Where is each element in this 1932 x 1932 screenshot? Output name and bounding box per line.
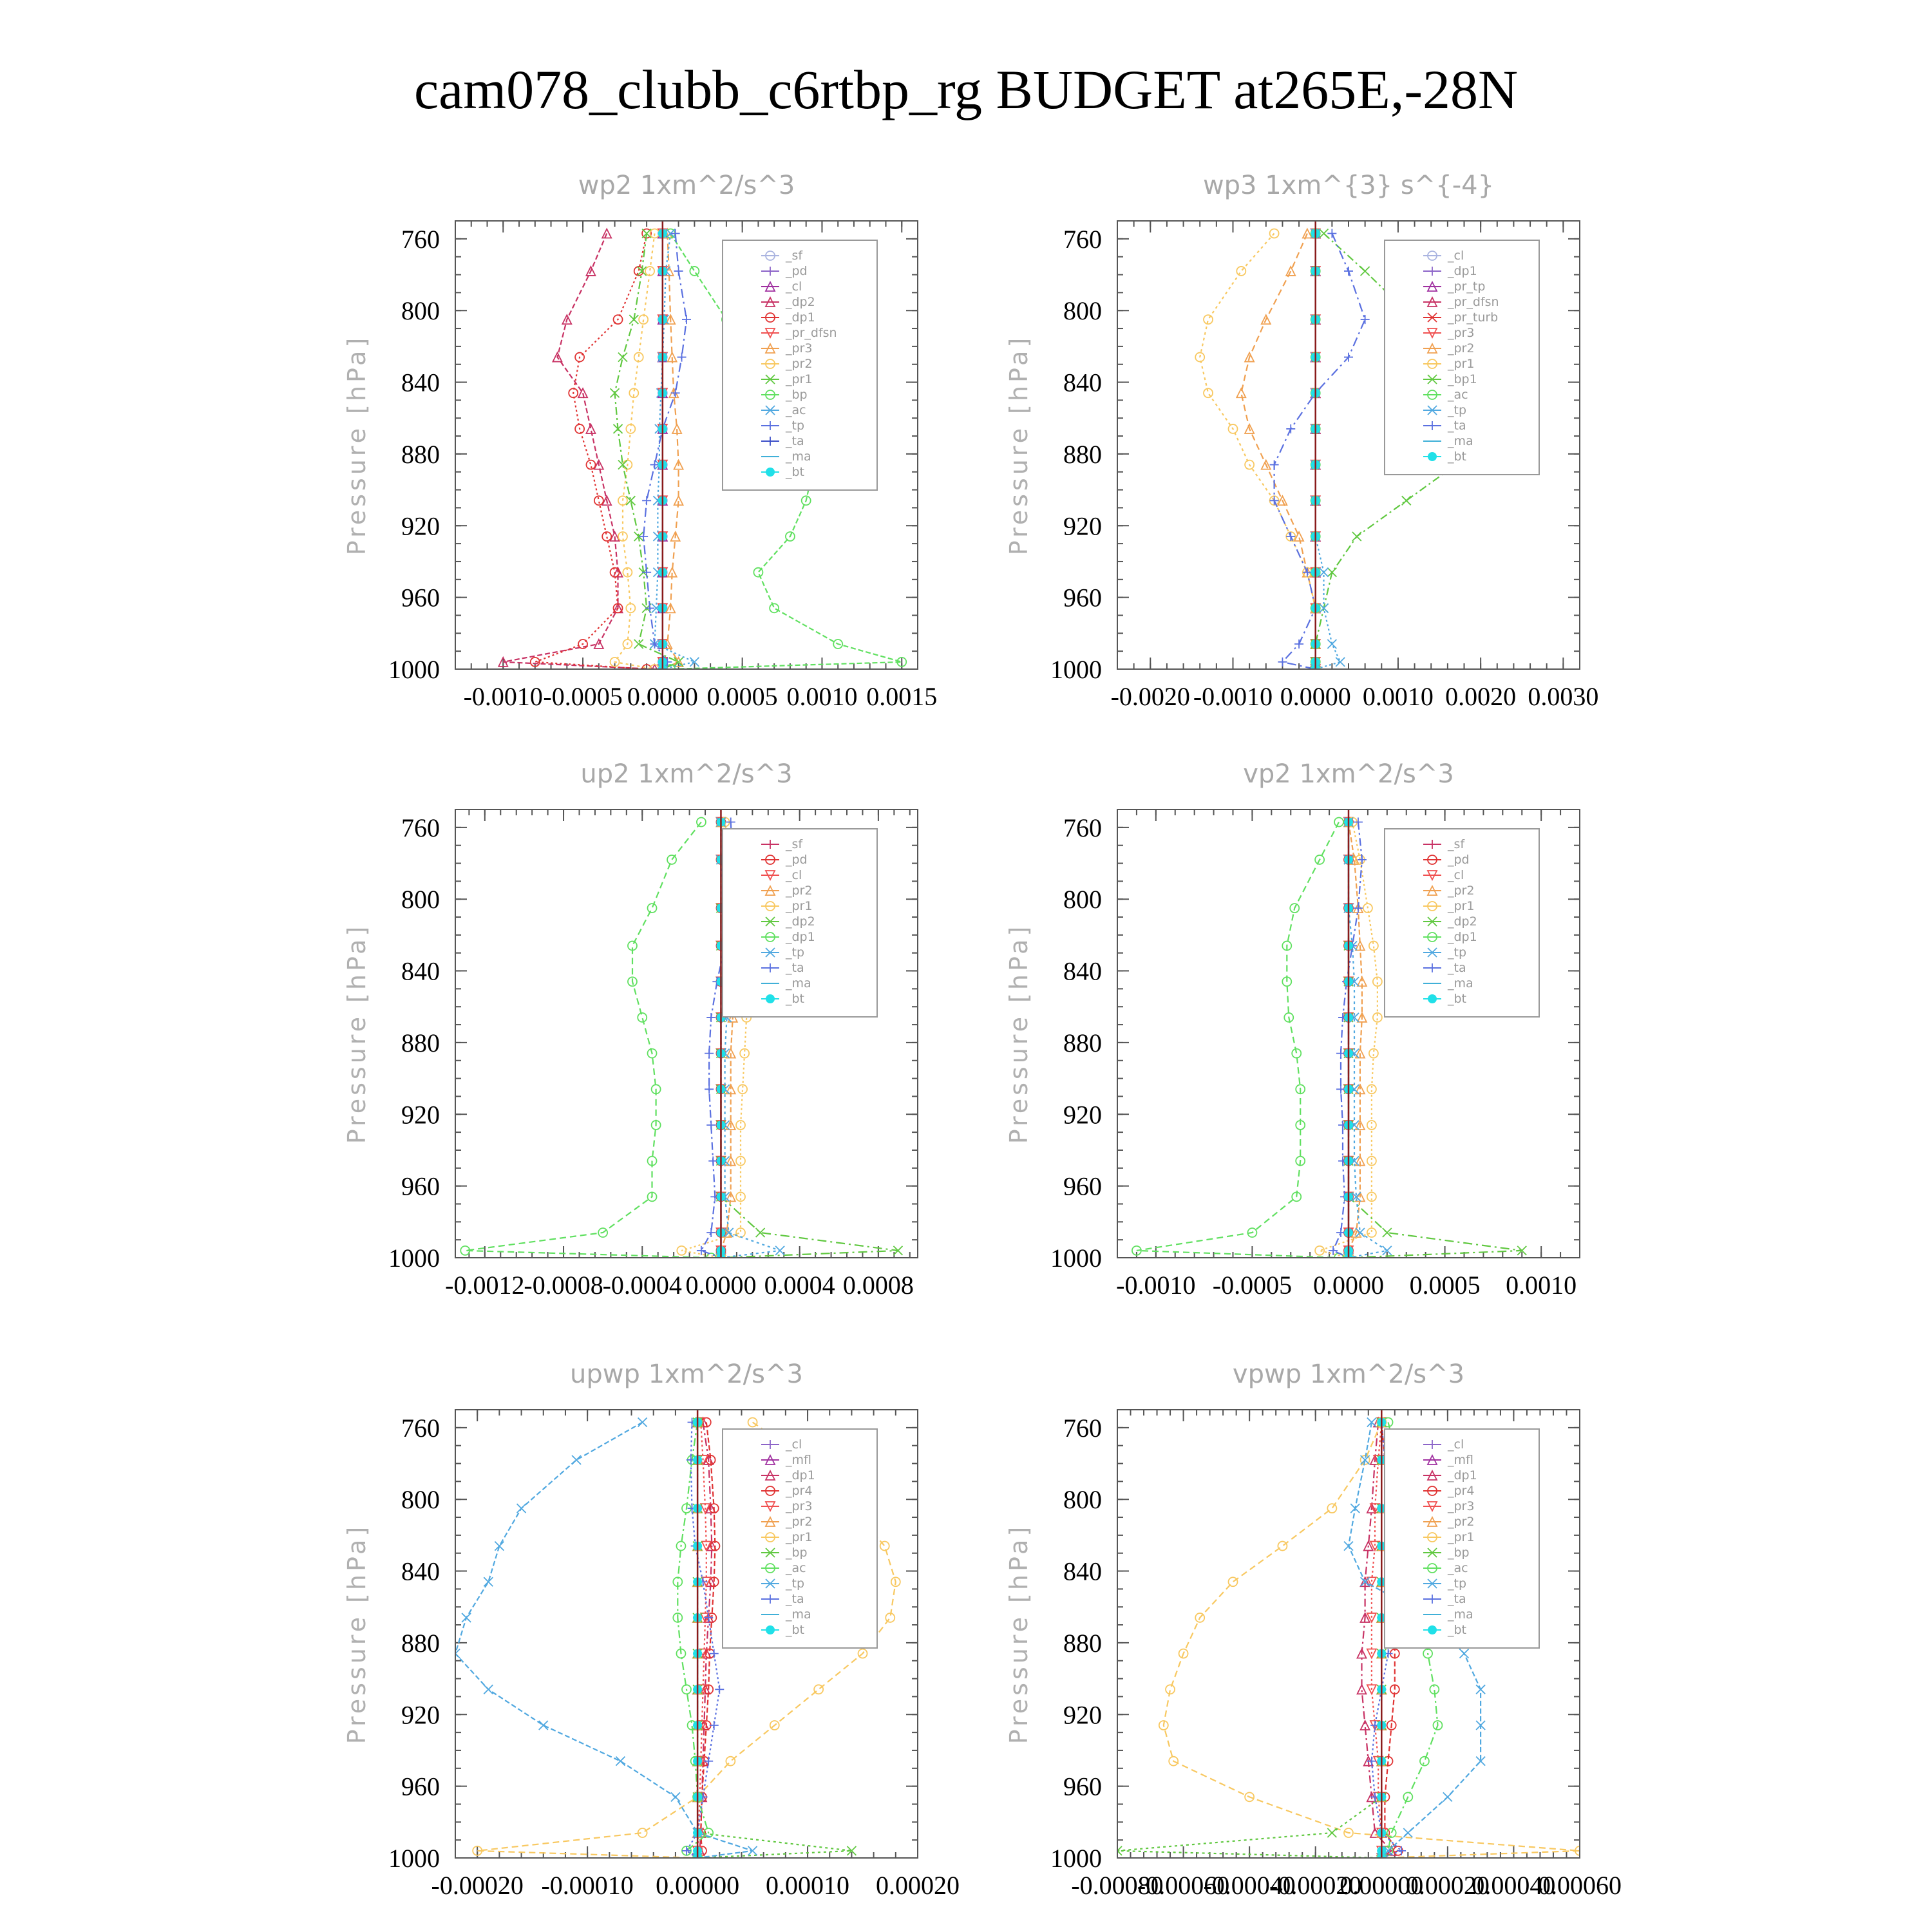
data-point: [1361, 315, 1370, 324]
y-axis-label: Pressure [hPa]: [1005, 923, 1033, 1144]
panel-title: wp2 1xm^2/s^3: [578, 171, 795, 200]
panel-6: [1005, 1359, 1622, 1900]
data-point: [682, 315, 691, 324]
y-axis-label: Pressure [hPa]: [1005, 1523, 1033, 1745]
data-point: [1387, 1828, 1396, 1837]
x-tick-label: -0.0010: [1116, 1271, 1196, 1300]
data-point: [638, 1013, 647, 1022]
series-line-tp: [455, 1423, 753, 1859]
y-tick-label: 920: [1063, 1700, 1102, 1730]
series-line-tp: [1349, 822, 1387, 1258]
legend-label: _pr3: [786, 341, 813, 355]
x-tick-label: 0.0005: [706, 682, 778, 711]
data-point: [616, 1757, 625, 1766]
legend-label: _bp1: [1448, 372, 1477, 386]
legend-label: _ac: [786, 403, 806, 417]
data-point: [1270, 460, 1279, 469]
panel-title: up2 1xm^2/s^3: [580, 759, 793, 789]
x-tick-label: 0.0020: [1445, 682, 1517, 711]
legend-label: _cl: [1448, 1437, 1464, 1452]
legend: [723, 1429, 877, 1648]
data-point: [710, 1649, 719, 1658]
legend-label: _pr1: [1448, 1530, 1475, 1544]
x-tick-label: 0.0010: [786, 682, 858, 711]
data-point: [1327, 229, 1336, 238]
data-point: [1294, 532, 1303, 541]
data-point: [748, 1417, 757, 1426]
data-point: [484, 1577, 493, 1586]
y-tick-label: 960: [1063, 1171, 1102, 1201]
y-tick-label: 880: [1063, 439, 1102, 469]
legend-label: _pr_dfsn: [786, 326, 837, 340]
data-point: [484, 1685, 493, 1694]
legend-label: _ac: [1448, 388, 1468, 402]
panel-3: [343, 759, 918, 1300]
x-tick-label: 0.00010: [766, 1871, 850, 1900]
data-point: [1402, 496, 1411, 505]
legend-label: _bt: [1448, 1623, 1467, 1637]
y-tick-label: 960: [1063, 1772, 1102, 1801]
y-tick-label: 800: [401, 1485, 440, 1515]
legend-label: _ta: [786, 961, 804, 975]
legend-label: _ma: [786, 450, 811, 464]
legend-label: _ta: [786, 434, 804, 448]
data-point: [638, 1417, 647, 1426]
data-point: [674, 267, 683, 276]
data-point: [671, 388, 680, 397]
x-tick-label: 0.0000: [685, 1271, 757, 1300]
data-point: [748, 1846, 757, 1855]
data-point: [1367, 1228, 1376, 1237]
legend-label: _dp1: [1448, 930, 1477, 944]
legend-label: _pr4: [786, 1484, 813, 1498]
x-tick-label: 0.0010: [1362, 682, 1434, 711]
x-tick-label: 0.0010: [1506, 1271, 1577, 1300]
series-line-dp1: [1137, 822, 1339, 1258]
y-axis-label: Pressure [hPa]: [343, 923, 371, 1144]
data-point: [814, 1685, 823, 1694]
x-tick-label: 0.00040: [1472, 1871, 1556, 1900]
data-point: [1336, 1228, 1345, 1237]
data-point: [1336, 658, 1345, 667]
legend-label: _bt: [786, 992, 805, 1006]
legend-label: _tp: [786, 1577, 805, 1591]
legend-label: _pr2: [1448, 341, 1475, 355]
x-tick-label: -0.0008: [524, 1271, 603, 1300]
y-tick-label: 760: [1063, 224, 1102, 254]
legend-label: _pr1: [786, 1530, 813, 1544]
y-tick-label: 880: [401, 1028, 440, 1057]
data-point: [1303, 229, 1312, 238]
legend-label: _cl: [1448, 868, 1464, 882]
legend-label: _ta: [1448, 419, 1466, 433]
legend-label: _pr3: [786, 1499, 813, 1513]
y-tick-label: 840: [1063, 1557, 1102, 1586]
data-point: [1336, 1084, 1345, 1094]
y-tick-label: 800: [401, 296, 440, 326]
legend-label: _bp: [1448, 1546, 1470, 1560]
legend-label: _bt: [1448, 450, 1467, 464]
data-point: [770, 603, 779, 612]
legend-label: _ma: [1448, 434, 1473, 448]
y-tick-label: 880: [1063, 1628, 1102, 1658]
data-point: [1344, 267, 1353, 276]
data-point: [671, 1792, 680, 1801]
x-tick-label: 0.0005: [1409, 1271, 1481, 1300]
legend-label: _bt: [1448, 992, 1467, 1006]
data-point: [706, 1228, 715, 1237]
y-tick-label: 960: [1063, 583, 1102, 612]
legend: [723, 240, 877, 490]
x-tick-label: 0.00000: [656, 1871, 740, 1900]
data-point: [1327, 639, 1336, 649]
legend-label: _bp: [786, 388, 808, 402]
x-tick-label: 0.00060: [1538, 1871, 1622, 1900]
legend-label: _pr4: [1448, 1484, 1475, 1498]
y-tick-label: 840: [1063, 956, 1102, 986]
legend-label: _pr2: [786, 1515, 813, 1529]
legend-label: _dp1: [786, 310, 815, 325]
x-tick-label: -0.00010: [541, 1871, 634, 1900]
data-point: [753, 568, 762, 577]
y-tick-label: 920: [1063, 511, 1102, 541]
y-tick-label: 760: [1063, 1413, 1102, 1443]
x-tick-label: -0.00020: [1269, 1871, 1362, 1900]
data-point: [642, 496, 651, 505]
legend-label: _tp: [1448, 945, 1467, 960]
data-point: [705, 1084, 714, 1094]
legend-label: _dp1: [1448, 1468, 1477, 1482]
legend-label: _dp2: [786, 295, 815, 309]
legend-marker: [1428, 1625, 1437, 1634]
data-point: [1204, 388, 1213, 397]
legend-label: _tp: [786, 419, 805, 433]
legend-label: _cl: [786, 1437, 802, 1452]
series-line-pr1: [1200, 234, 1316, 670]
y-tick-label: 800: [1063, 296, 1102, 326]
legend-label: _ac: [786, 1561, 806, 1575]
legend-label: _ma: [786, 1607, 811, 1622]
data-point: [1403, 1828, 1412, 1837]
legend-label: _bt: [786, 1623, 805, 1637]
y-tick-label: 760: [1063, 813, 1102, 842]
legend-label: _ma: [786, 976, 811, 990]
data-point: [1361, 267, 1370, 276]
data-point: [1397, 1846, 1406, 1855]
legend-marker: [1428, 452, 1437, 461]
legend-label: _dp1: [786, 930, 815, 944]
y-tick-label: 1000: [388, 1844, 440, 1873]
y-tick-label: 1000: [388, 655, 440, 684]
x-tick-label: 0.0000: [627, 682, 698, 711]
x-tick-label: -0.0005: [543, 682, 623, 711]
y-tick-label: 920: [401, 1700, 440, 1730]
y-tick-label: 760: [401, 224, 440, 254]
panel-title: vp2 1xm^2/s^3: [1243, 759, 1454, 789]
legend-label: _pr_turb: [1448, 310, 1499, 325]
data-point: [1336, 1049, 1345, 1058]
data-point: [539, 1721, 548, 1730]
data-point: [1443, 1792, 1452, 1801]
y-tick-label: 840: [401, 368, 440, 397]
data-point: [1320, 229, 1329, 238]
data-point: [1286, 424, 1295, 433]
data-point: [690, 267, 699, 276]
data-point: [1327, 1828, 1336, 1837]
legend: [1385, 829, 1539, 1017]
legend-label: _dp1: [1448, 264, 1477, 278]
legend-label: _pr2: [1448, 884, 1475, 898]
data-point: [1236, 267, 1245, 276]
data-point: [1460, 1649, 1469, 1658]
panel-title: wp3 1xm^{3} s^{-4}: [1202, 171, 1495, 200]
panels: [343, 171, 1622, 1900]
data-point: [650, 460, 659, 469]
y-tick-label: 800: [401, 885, 440, 914]
legend-label: _cl: [786, 279, 802, 294]
y-tick-label: 1000: [388, 1244, 440, 1273]
legend-label: _pr_dfsn: [1448, 295, 1499, 309]
y-tick-label: 840: [1063, 368, 1102, 397]
data-point: [648, 904, 657, 913]
data-point: [1286, 267, 1295, 276]
x-tick-label: -0.00080: [1071, 1871, 1164, 1900]
y-axis-label: Pressure [hPa]: [1005, 334, 1033, 556]
data-point: [710, 1721, 719, 1730]
data-point: [705, 1049, 714, 1058]
series-line-dp1: [465, 822, 711, 1258]
data-point: [706, 1013, 715, 1022]
data-point: [1278, 1542, 1287, 1551]
legend-label: _ma: [1448, 976, 1473, 990]
legend-label: _pr3: [1448, 326, 1475, 340]
data-point: [708, 1157, 717, 1166]
x-tick-label: 0.0008: [842, 1271, 914, 1300]
y-tick-label: 1000: [1050, 655, 1102, 684]
x-tick-label: 0.0004: [764, 1271, 835, 1300]
y-tick-label: 800: [1063, 885, 1102, 914]
y-axis-label: Pressure [hPa]: [343, 1523, 371, 1745]
data-point: [706, 1121, 715, 1130]
legend-label: _ma: [1448, 1607, 1473, 1622]
legend-label: _sf: [786, 837, 803, 851]
legend-label: _pr1: [1448, 899, 1475, 913]
data-point: [775, 1246, 784, 1255]
x-tick-label: -0.00060: [1137, 1871, 1230, 1900]
legend-label: _dp2: [786, 914, 815, 929]
legend-label: _pr1: [786, 899, 813, 913]
data-point: [1334, 817, 1343, 826]
y-tick-label: 800: [1063, 1485, 1102, 1515]
y-tick-label: 1000: [1050, 1844, 1102, 1873]
legend-label: _pr3: [1448, 1499, 1475, 1513]
data-point: [1476, 1685, 1485, 1694]
x-tick-label: 0.0000: [1280, 682, 1351, 711]
data-point: [1344, 1542, 1353, 1551]
legend-label: _ta: [1448, 961, 1466, 975]
x-tick-label: 0.0015: [866, 682, 938, 711]
legend-label: _sf: [786, 249, 803, 263]
data-point: [704, 1757, 713, 1766]
legend-label: _tp: [1448, 403, 1467, 417]
legend: [1385, 240, 1539, 475]
x-tick-label: -0.0005: [1212, 1271, 1293, 1300]
data-point: [1278, 658, 1287, 667]
x-tick-label: -0.00020: [431, 1871, 524, 1900]
legend-label: _pd: [786, 264, 808, 278]
data-point: [1294, 639, 1303, 649]
y-tick-label: 920: [401, 511, 440, 541]
x-tick-label: -0.0010: [1193, 682, 1273, 711]
legend-label: _cl: [786, 868, 802, 882]
legend-label: _bp: [786, 1546, 808, 1560]
panel-4: [1005, 759, 1580, 1300]
data-point: [726, 1757, 735, 1766]
legend-label: _pr2: [786, 884, 813, 898]
legend-label: _tp: [786, 945, 805, 960]
y-tick-label: 920: [1063, 1100, 1102, 1130]
legend-label: _pr2: [1448, 1515, 1475, 1529]
data-point: [667, 855, 676, 864]
data-point: [880, 1542, 889, 1551]
y-tick-label: 960: [401, 1772, 440, 1801]
panel-5: [343, 1359, 960, 1900]
y-tick-label: 880: [1063, 1028, 1102, 1057]
legend: [1385, 1429, 1539, 1648]
y-tick-label: 840: [401, 956, 440, 986]
legend-label: _sf: [1448, 837, 1465, 851]
panel-2: [1005, 171, 1598, 711]
data-point: [736, 1228, 745, 1237]
y-axis-label: Pressure [hPa]: [343, 334, 371, 556]
data-point: [715, 1685, 724, 1694]
data-point: [697, 817, 706, 826]
legend-label: _ta: [1448, 1592, 1466, 1606]
y-tick-label: 920: [401, 1100, 440, 1130]
figure-title: cam078_clubb_c6rtbp_rg BUDGET at265E,-28N: [413, 59, 1519, 120]
legend-label: _cl: [1448, 249, 1464, 263]
data-point: [495, 1542, 504, 1551]
x-tick-label: -0.00040: [1203, 1871, 1296, 1900]
legend-marker: [1428, 994, 1437, 1003]
data-point: [1352, 532, 1361, 541]
legend-label: _ac: [1448, 1561, 1468, 1575]
legend-marker: [766, 1625, 775, 1634]
legend-label: _pd: [786, 853, 808, 867]
x-tick-label: -0.0004: [602, 1271, 682, 1300]
data-point: [572, 1455, 581, 1464]
panel-1: [343, 171, 937, 711]
y-tick-label: 840: [401, 1557, 440, 1586]
x-tick-label: 0.00020: [1405, 1871, 1490, 1900]
legend: [723, 829, 877, 1017]
data-point: [462, 1613, 471, 1622]
legend-label: _pr1: [786, 372, 813, 386]
panel-title: vpwp 1xm^2/s^3: [1232, 1359, 1465, 1389]
legend-label: _pr1: [1448, 357, 1475, 371]
legend-label: _dp1: [786, 1468, 815, 1482]
legend-label: _pd: [1448, 853, 1470, 867]
legend-label: _pr_tp: [1448, 279, 1486, 294]
legend-label: _tp: [1448, 1577, 1467, 1591]
data-point: [1358, 855, 1367, 864]
panel-title: upwp 1xm^2/s^3: [570, 1359, 803, 1389]
data-point: [639, 532, 648, 541]
data-point: [677, 353, 687, 362]
y-tick-label: 880: [401, 439, 440, 469]
data-point: [1327, 1504, 1336, 1513]
legend-label: _dp2: [1448, 914, 1477, 929]
y-tick-label: 1000: [1050, 1244, 1102, 1273]
legend-marker: [766, 994, 775, 1003]
y-tick-label: 880: [401, 1628, 440, 1658]
x-tick-label: 0.00000: [1340, 1871, 1424, 1900]
y-tick-label: 760: [401, 1413, 440, 1443]
data-point: [1229, 1577, 1238, 1586]
legend-label: _mfl: [786, 1453, 811, 1467]
y-tick-label: 760: [401, 813, 440, 842]
data-point: [1354, 904, 1363, 913]
data-point: [602, 229, 611, 238]
data-point: [517, 1504, 526, 1513]
y-tick-label: 960: [401, 583, 440, 612]
x-tick-label: -0.0012: [445, 1271, 525, 1300]
x-tick-label: 0.00020: [876, 1871, 960, 1900]
y-tick-label: 960: [401, 1171, 440, 1201]
legend-label: _mfl: [1448, 1453, 1473, 1467]
data-point: [1270, 229, 1279, 238]
data-point: [1350, 1504, 1359, 1513]
legend-label: _bt: [786, 465, 805, 479]
legend-label: _ta: [786, 1592, 804, 1606]
x-tick-label: -0.0010: [463, 682, 543, 711]
legend-label: _pr2: [786, 357, 813, 371]
data-point: [1420, 1757, 1429, 1766]
x-tick-label: 0.0030: [1528, 682, 1599, 711]
x-tick-label: -0.0020: [1110, 682, 1190, 711]
x-tick-label: 0.0000: [1313, 1271, 1384, 1300]
data-point: [1315, 1246, 1324, 1255]
legend-marker: [766, 468, 775, 477]
series-line-pr2: [1241, 234, 1315, 670]
